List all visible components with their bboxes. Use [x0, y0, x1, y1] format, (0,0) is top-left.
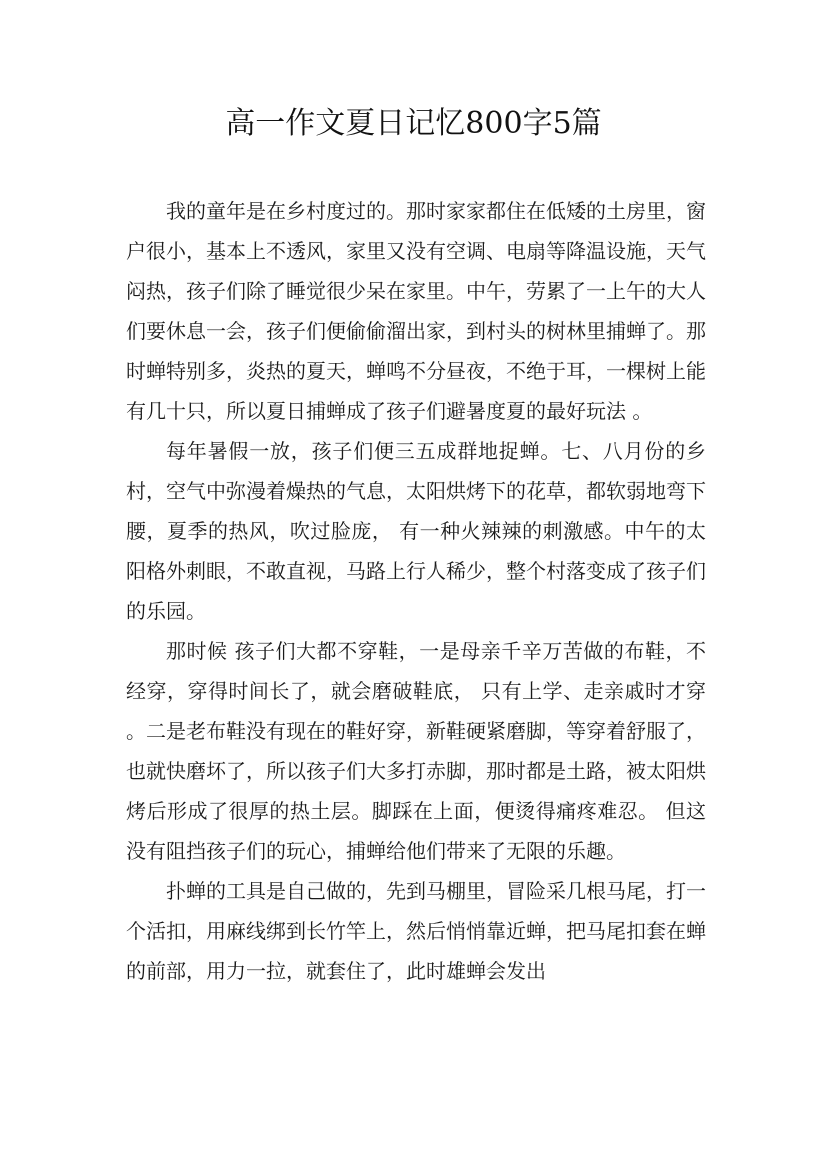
- paragraph-3: 那时候 孩子们大都不穿鞋，一是母亲千辛万苦做的布鞋，不经穿，穿得时间长了，就会磨破鞋底， 只有上学、走亲戚时才穿 。二是老布鞋没有现在的鞋好穿，新鞋硬紧磨脚，等穿着舒服了，也就快磨坏了，所以孩子们大多打赤脚，那时都是土路，被太阳烘烤后形成了很厚的热土层。脚踩在上面，便烫得痛疼难忍。 但这没有阻挡孩子们的玩心，捕蝉给他们带来了无限的乐趣。: [126, 639, 706, 863]
- document-title: 高一作文夏日记忆800字5篇: [225, 106, 602, 141]
- paragraph-1: 我的童年是在乡村度过的。那时家家都住在低矮的土房里，窗户很小，基本上不透风，家里又没有空调、电扇等降温设施，天气闷热，孩子们除了睡觉很少呆在家里。中午，劳累了一上午的大人们要休息一会，孩子们便偷偷溜出家，到村头的树林里捕蝉了。那时蝉特别多，炎热的夏天，蝉鸣不分昼夜，不绝于耳，一棵树上能有几十只，所以夏日捕蝉成了孩子们避暑度夏的最好玩法 。: [126, 199, 706, 423]
- paragraph-4: 扑蝉的工具是自己做的，先到马棚里，冒险采几根马尾，打一个活扣，用麻线绑到长竹竿上，然后悄悄靠近蝉，把马尾扣套在蝉的前部，用力一拉，就套住了，此时雄蝉会发出: [126, 879, 706, 983]
- paragraph-2: 每年暑假一放，孩子们便三五成群地捉蝉。七、八月份的乡村，空气中弥漫着燥热的气息，太阳烘烤下的花草，都软弱地弯下腰，夏季的热风，吹过脸庞， 有一种火辣辣的刺激感。中午的太阳格外刺眼，不敢直视，马路上行人稀少，整个村落变成了孩子们的乐园。: [126, 439, 706, 623]
- document-body: [126, 191, 706, 991]
